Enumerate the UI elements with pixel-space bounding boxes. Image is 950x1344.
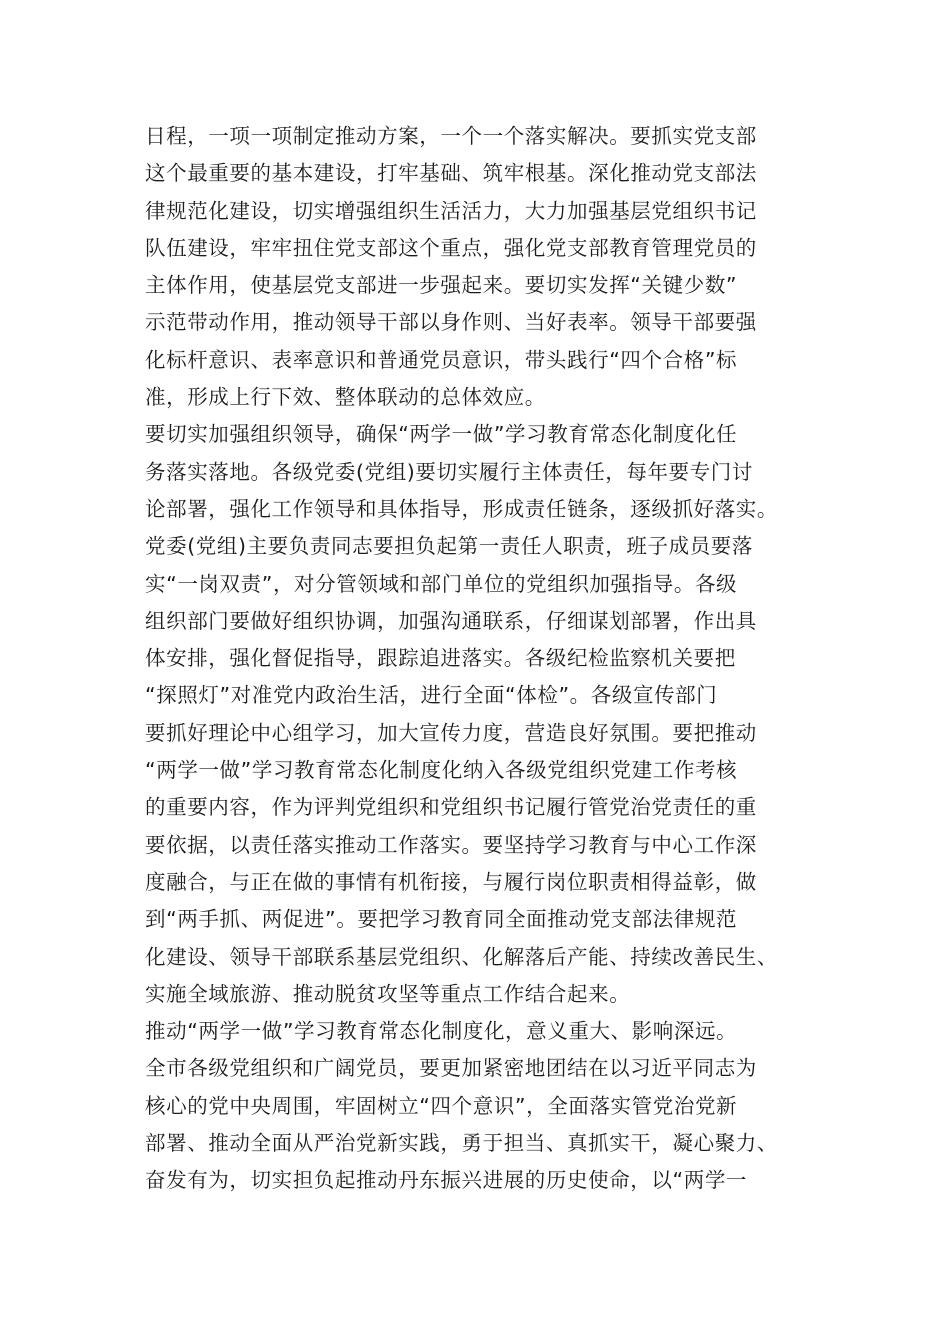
text-line: 实“一岗双责”，对分管领域和部门单位的党组织加强指导。各级 — [145, 571, 738, 596]
text-line: 论部署，强化工作领导和具体指导，形成责任链条，逐级抓好落实。 — [145, 496, 778, 521]
text-line: 化建设、领导干部联系基层党组织、化解落后产能、持续改善民生、 — [145, 944, 778, 969]
text-line: 党委(党组)主要负责同志要担负起第一责任人职责，班子成员要落 — [145, 534, 753, 559]
text-line: 奋发有为，切实担负起推动丹东振兴进展的历史使命，以“两学一 — [145, 1168, 748, 1193]
text-line: 主体作用，使基层党支部进一步强起来。要切实发挥“关键少数” — [145, 273, 738, 298]
text-line: “探照灯”对准党内政治生活，进行全面“体检”。各级宣传部门 — [145, 683, 718, 708]
text-line: 实施全域旅游、推动脱贫攻坚等重点工作结合起来。 — [145, 981, 631, 1006]
text-line: 这个最重要的基本建设，打牢基础、筑牢根基。深化推动党支部法 — [145, 161, 757, 186]
text-line: 化标杆意识、表率意识和普通党员意识，带头践行“四个合格”标 — [145, 347, 738, 372]
text-line: 部署、推动全面从严治党新实践，勇于担当、真抓实干，凝心聚力、 — [145, 1131, 778, 1156]
text-line: 日程，一项一项制定推动方案，一个一个落实解决。要抓实党支部 — [145, 124, 757, 148]
text-line: 体安排，强化督促指导，跟踪追进落实。各级纪检监察机关要把 — [145, 646, 736, 671]
text-line: 队伍建设，牢牢扭住党支部这个重点，强化党支部教育管理党员的 — [145, 235, 757, 260]
text-line: 核心的党中央周围，牢固树立“四个意识”，全面落实管党治党新 — [145, 1093, 738, 1118]
text-line: 的重要内容，作为评判党组织和党组织书记履行管党治党责任的重 — [145, 795, 757, 820]
text-line: 全市各级党组织和广阔党员，要更加紧密地团结在以习近平同志为 — [145, 1056, 757, 1081]
text-line: 度融合，与正在做的事情有机衔接，与履行岗位职责相得益彰，做 — [145, 869, 757, 894]
text-line: 要抓好理论中心组学习，加大宣传力度，营造良好氛围。要把推动 — [145, 720, 757, 745]
text-line: 示范带动作用，推动领导干部以身作则、当好表率。领导干部要强 — [145, 310, 757, 335]
text-line: 准，形成上行下效、整体联动的总体效应。 — [145, 385, 546, 410]
text-line: 要依据，以责任落实推动工作落实。要坚持学习教育与中心工作深 — [145, 832, 757, 857]
text-line: 要切实加强组织领导，确保“两学一做”学习教育常态化制度化任 — [145, 422, 738, 447]
text-line: 组织部门要做好组织协调，加强沟通联系，仔细谋划部署，作出具 — [145, 608, 757, 633]
text-line: 务落实落地。各级党委(党组)要切实履行主体责任，每年要专门讨 — [145, 459, 753, 484]
body-text — [145, 118, 825, 1200]
text-line: “两学一做”学习教育常态化制度化纳入各级党组织党建工作考核 — [145, 758, 738, 783]
text-line: 推动“两学一做”学习教育常态化制度化，意义重大、影响深远。 — [145, 1019, 738, 1044]
text-line: 律规范化建设，切实增强组织生活活力，大力加强基层党组织书记 — [145, 198, 757, 223]
text-line: 到“两手抓、两促进”。要把学习教育同全面推动党支部法律规范 — [145, 907, 738, 932]
